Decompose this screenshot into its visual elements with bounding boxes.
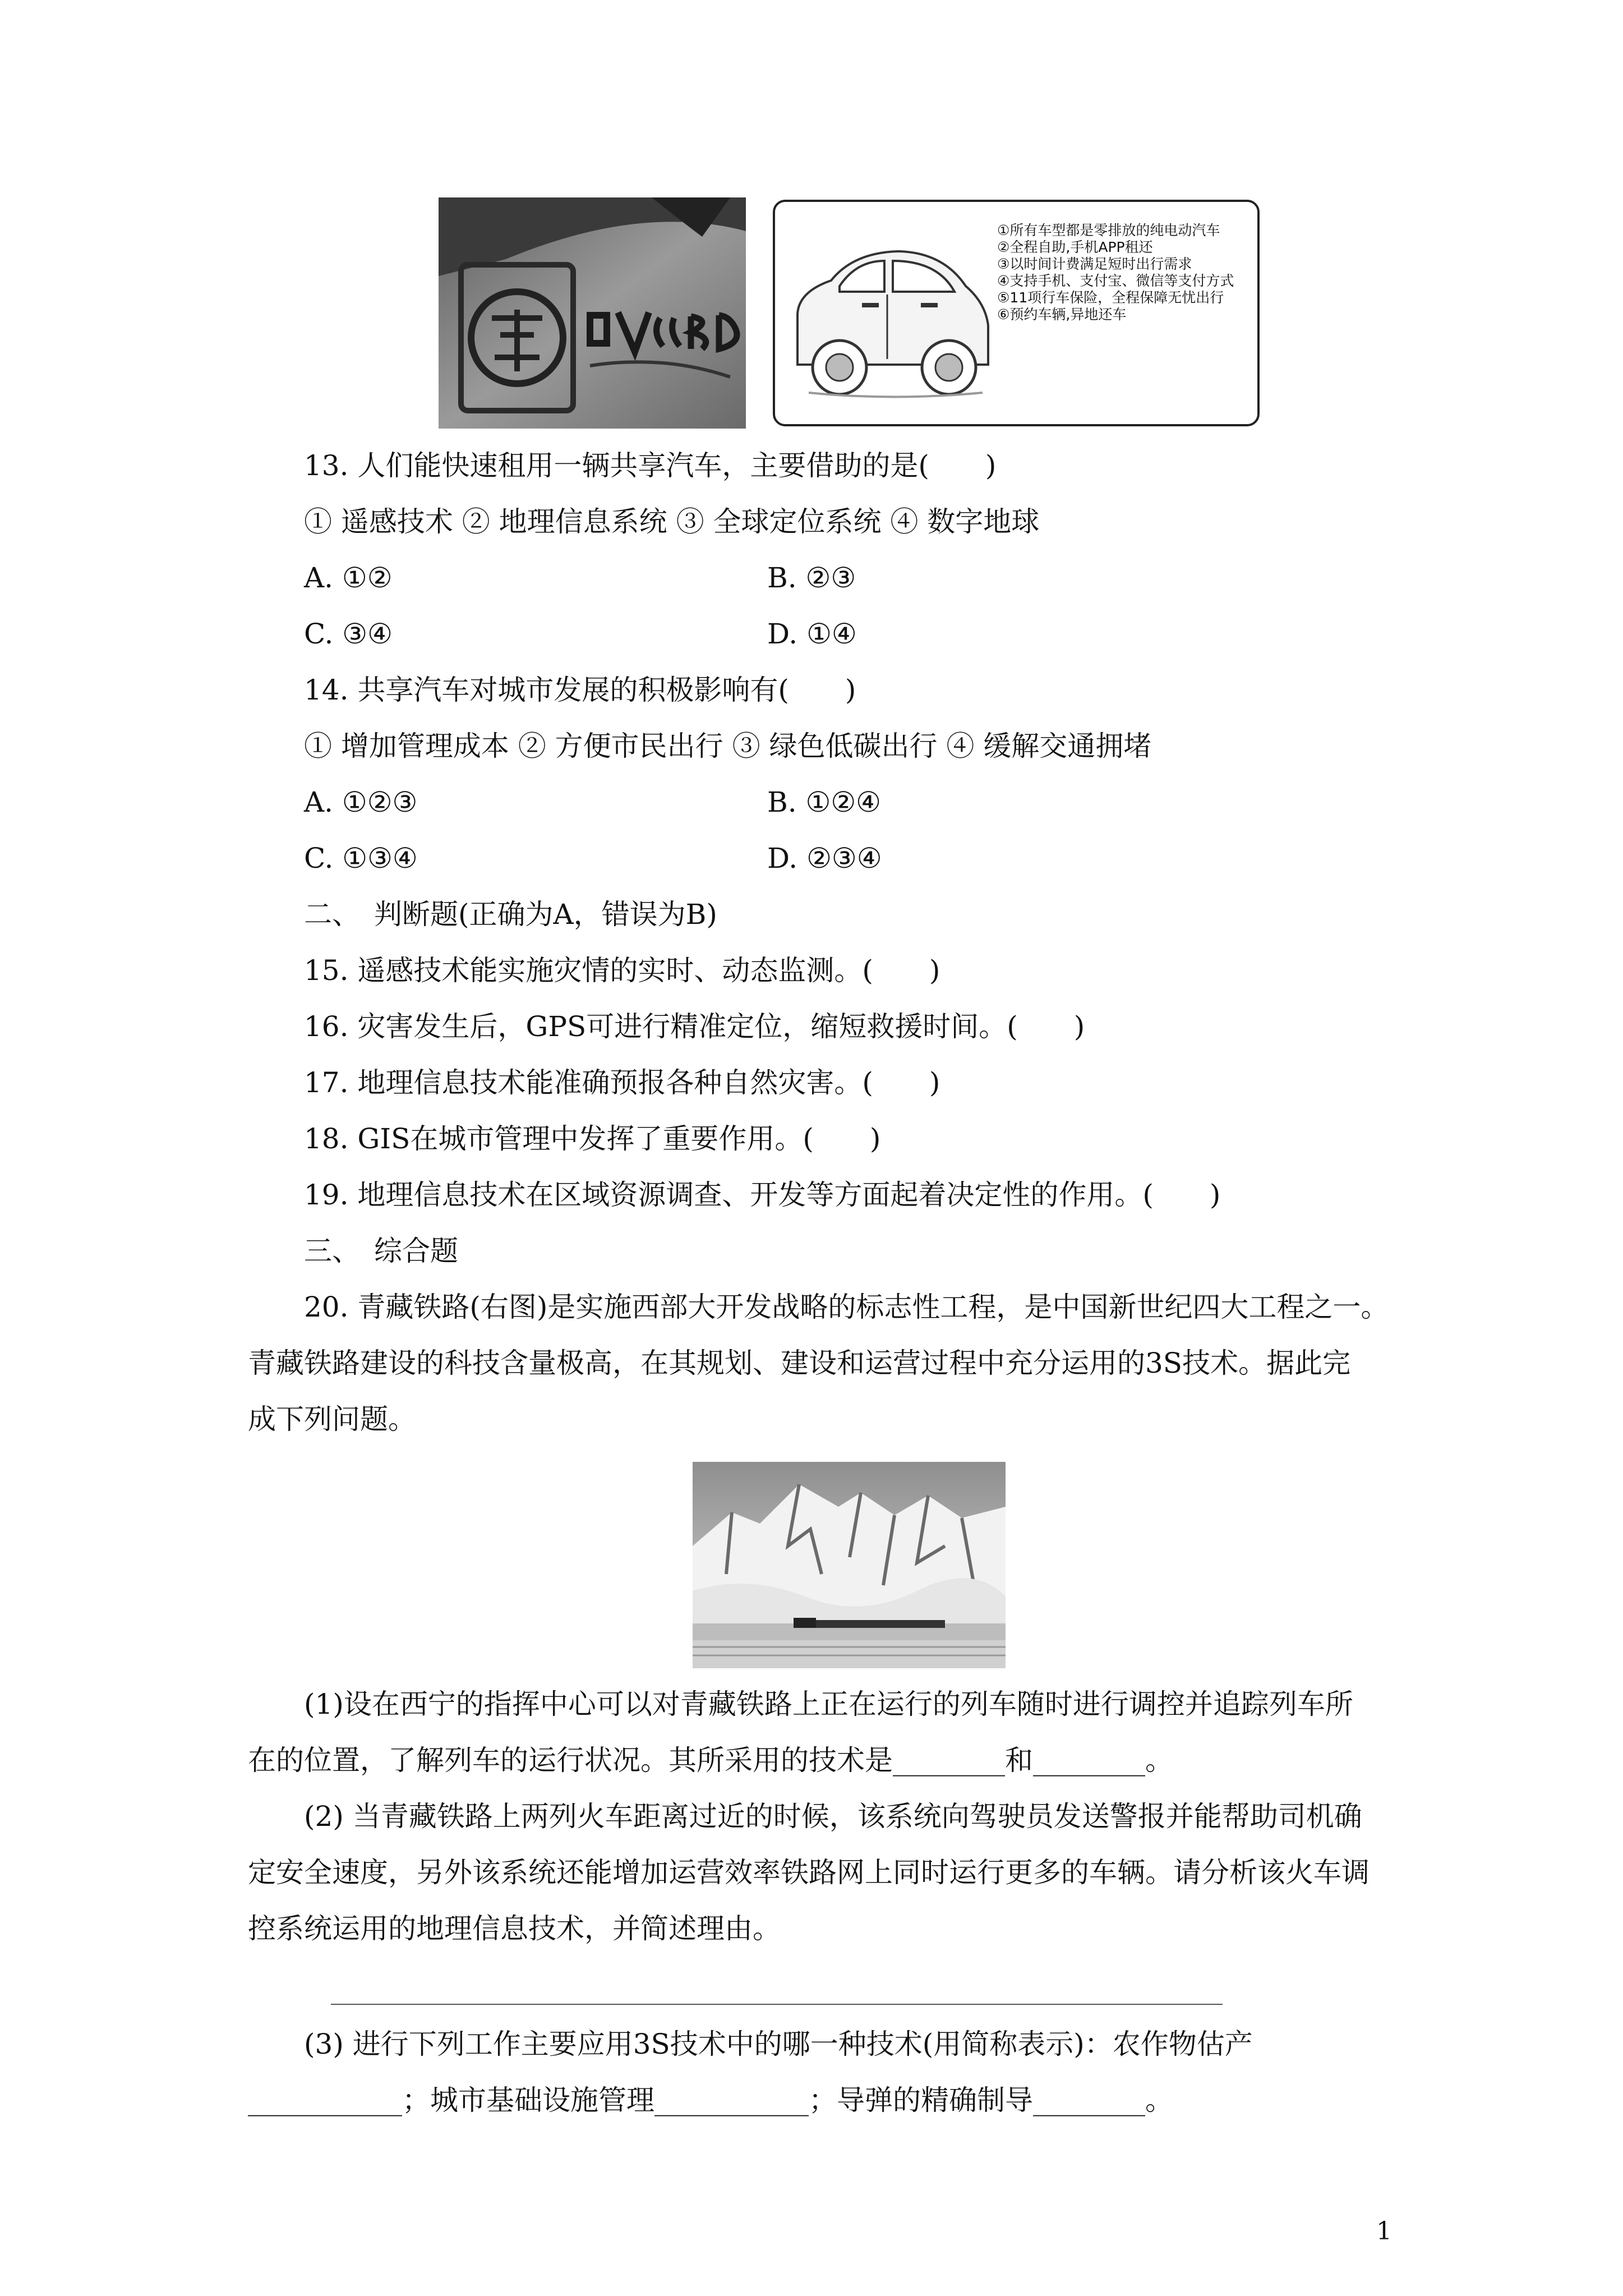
- q20-part1-line: (1)设在西宁的指挥中心可以对青藏铁路上正在运行的列车随时进行调控并追踪列车所: [304, 1688, 1353, 1720]
- q20-part1-line: 在的位置，了解列车的运行状况。其所采用的技术是________和________。: [248, 1744, 1173, 1777]
- q20-intro-line: 青藏铁路建设的科技含量极高，在其规划、建设和运营过程中充分运用的3S技术。据此完: [248, 1347, 1351, 1379]
- q13-items: ① 遥感技术 ② 地理信息系统 ③ 全球定位系统 ④ 数字地球: [304, 505, 1040, 538]
- q14-option-d: D. ②③④: [767, 842, 882, 875]
- car-feature-panel: [773, 200, 1260, 426]
- feature-item: ②全程自助,手机APP租还: [997, 239, 1153, 255]
- section-heading-judge: 二、 判断题(正确为A，错误为B): [304, 898, 717, 931]
- q13-option-b: B. ②③: [767, 562, 856, 594]
- q20-intro-line: 20. 青藏铁路(右图)是实施西部大开发战略的标志性工程，是中国新世纪四大工程之一。: [304, 1291, 1389, 1323]
- q13-option-c: C. ③④: [304, 618, 393, 650]
- feature-item: ①所有车型都是零排放的纯电动汽车: [997, 222, 1220, 238]
- evcard-photo-graphic: [439, 197, 746, 429]
- judge-item: 15. 遥感技术能实施灾情的实时、动态监测。( ): [304, 954, 940, 987]
- judge-item: 17. 地理信息技术能准确预报各种自然灾害。( ): [304, 1066, 940, 1099]
- q14-items: ① 增加管理成本 ② 方便市民出行 ③ 绿色低碳出行 ④ 缓解交通拥堵: [304, 730, 1152, 762]
- q20-part2-line: (2) 当青藏铁路上两列火车距离过近的时候，该系统向驾驶员发送警报并能帮助司机确: [304, 1800, 1362, 1833]
- judge-item: 19. 地理信息技术在区域资源调查、开发等方面起着决定性的作用。( ): [304, 1179, 1221, 1211]
- q14-option-a: A. ①②③: [304, 786, 418, 818]
- q20-part3-line: (3) 进行下列工作主要应用3S技术中的哪一种技术(用简称表示)：农作物估产: [304, 2028, 1253, 2060]
- qinghai-tibet-railway-photo: [693, 1462, 1006, 1668]
- q14-stem: 14. 共享汽车对城市发展的积极影响有( ): [304, 674, 856, 706]
- railway-photo-graphic: [693, 1462, 1006, 1668]
- evcard-photo: [439, 197, 746, 429]
- feature-item: ④支持手机、支付宝、微信等支付方式: [997, 273, 1234, 289]
- q20-part2-line: 定安全速度，另外该系统还能增加运营效率铁路网上同时运行更多的车辆。请分析该火车调: [248, 1856, 1370, 1889]
- q13-option-a: A. ①②: [304, 562, 393, 594]
- q13-option-d: D. ①④: [767, 618, 857, 650]
- page-number: 1: [1376, 2217, 1392, 2246]
- q20-part2-line: 控系统运用的地理信息技术，并简述理由。: [248, 1912, 781, 1945]
- feature-item: ⑤11项行车保险，全程保障无忧出行: [997, 289, 1224, 306]
- q14-option-c: C. ①③④: [304, 842, 418, 875]
- q14-option-b: B. ①②④: [767, 786, 882, 818]
- q20-part3-line: ___________；城市基础设施管理___________；导弹的精确制导________。: [248, 2084, 1173, 2116]
- car-feature-list: [997, 222, 1255, 323]
- feature-item: ⑥预约车辆,异地还车: [997, 306, 1127, 323]
- feature-item: ③以时间计费满足短时出行需求: [997, 256, 1192, 272]
- section-heading-comprehensive: 三、 综合题: [304, 1235, 458, 1267]
- car-illustration: [786, 230, 999, 415]
- answer-line: [331, 2004, 1223, 2005]
- judge-item: 16. 灾害发生后，GPS可进行精准定位，缩短救援时间。( ): [304, 1010, 1085, 1043]
- judge-item: 18. GIS在城市管理中发挥了重要作用。( ): [304, 1122, 881, 1155]
- q13-stem: 13. 人们能快速租用一辆共享汽车，主要借助的是( ): [304, 449, 997, 482]
- q20-intro-line: 成下列问题。: [248, 1403, 416, 1435]
